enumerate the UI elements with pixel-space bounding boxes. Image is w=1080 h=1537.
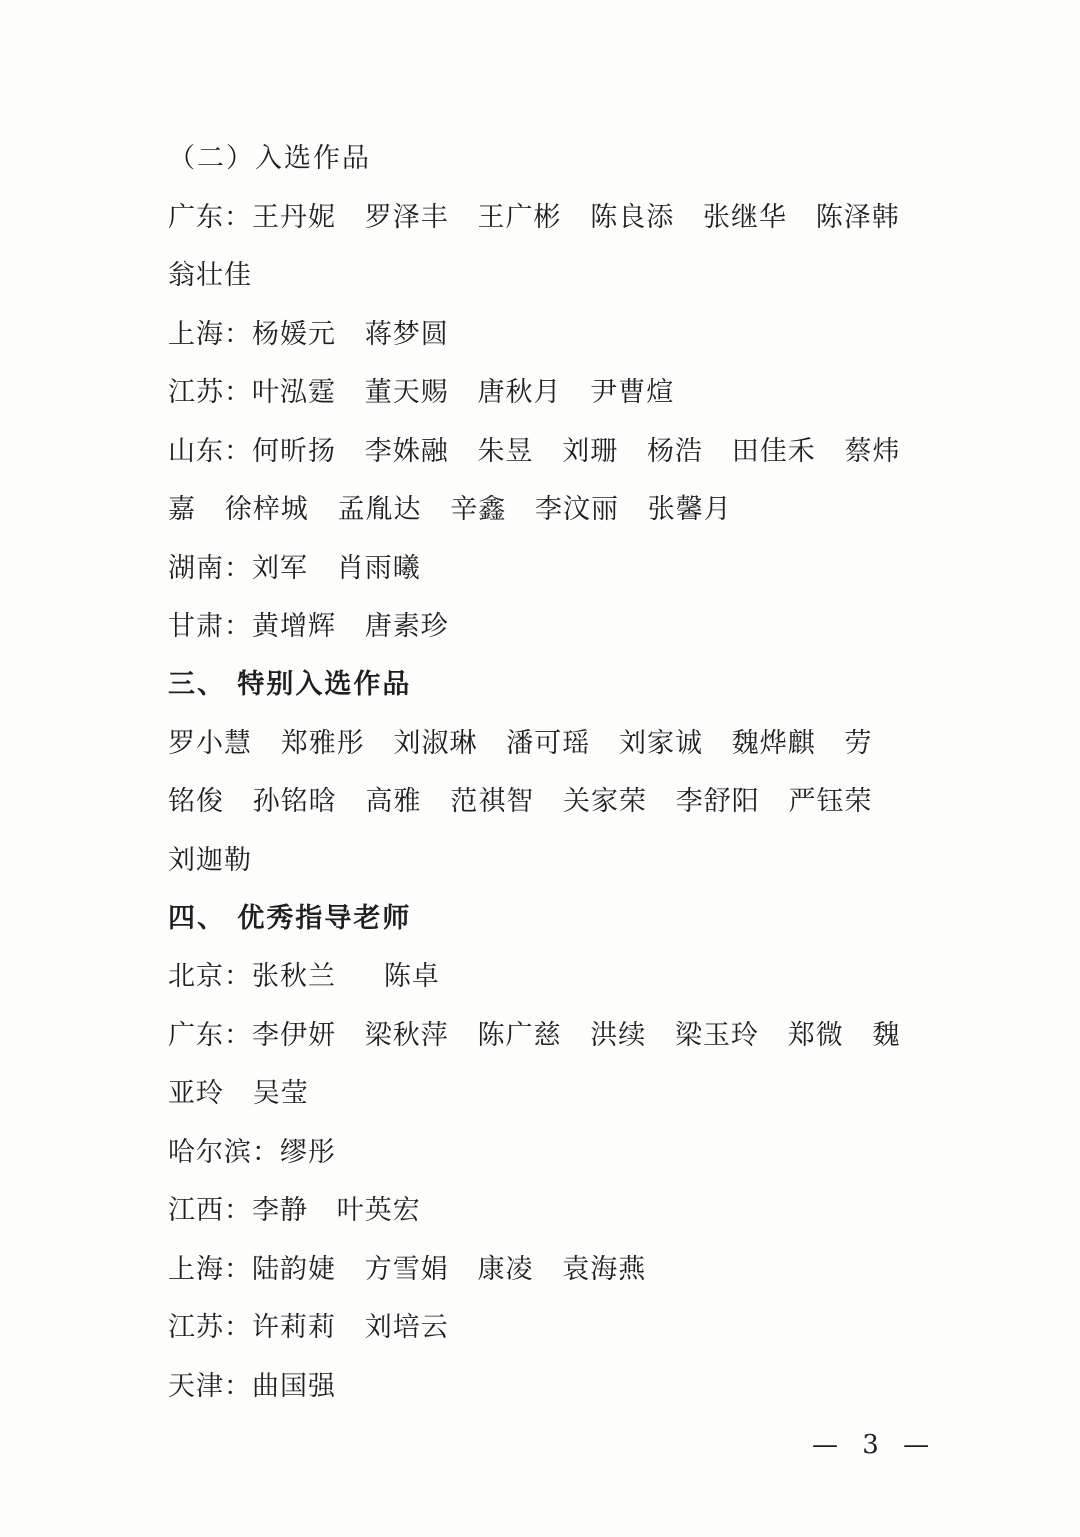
list-line-hunan: 湖南：刘军 肖雨曦 — [168, 553, 421, 584]
list-line-gansu: 甘肃：黄增辉 唐素珍 — [168, 611, 449, 642]
list-line-guangdong-cont: 翁壮佳 — [168, 260, 252, 291]
list-line-guangdong: 广东：王丹妮 罗泽丰 王广彬 陈良添 张继华 陈泽韩 — [168, 202, 900, 233]
list-line-shandong: 山东：何昕扬 李姝融 朱昱 刘珊 杨浩 田佳禾 蔡炜 — [168, 436, 901, 467]
section-heading-special-works: 三、 特别入选作品 — [168, 669, 412, 700]
list-line-tianjin: 天津：曲国强 — [168, 1371, 336, 1402]
list-line-harbin: 哈尔滨：缪彤 — [168, 1137, 336, 1168]
list-line-jiangsu-teachers: 江苏：许莉莉 刘培云 — [168, 1312, 449, 1343]
list-line-guangdong-teachers: 广东：李伊妍 梁秋萍 陈广慈 洪续 梁玉玲 郑微 魏 — [168, 1020, 901, 1051]
list-line-special-3: 刘迦勒 — [168, 845, 252, 876]
list-line-beijing: 北京：张秋兰 陈卓 — [168, 961, 440, 992]
list-line-shanghai: 上海：杨媛元 蒋梦圆 — [168, 319, 449, 350]
subsection-heading-selected-works: （二）入选作品 — [168, 143, 371, 174]
list-line-guangdong-teachers-cont: 亚玲 吴莹 — [168, 1078, 309, 1109]
list-line-special-2: 铭俊 孙铭晗 高雅 范祺智 关家荣 李舒阳 严钰荣 — [168, 786, 873, 817]
list-line-shanghai-teachers: 上海：陆韵婕 方雪娟 康凌 袁海燕 — [168, 1254, 647, 1285]
page-number: — 3 — — [812, 1430, 938, 1460]
list-line-special-1: 罗小慧 郑雅彤 刘淑琳 潘可瑶 刘家诚 魏烨麒 劳 — [168, 728, 873, 759]
section-heading-excellent-teachers: 四、 优秀指导老师 — [168, 903, 412, 934]
list-line-jiangxi: 江西：李静 叶英宏 — [168, 1195, 421, 1226]
list-line-jiangsu: 江苏：叶泓霆 董天赐 唐秋月 尹曹煊 — [168, 377, 675, 408]
list-line-shandong-cont: 嘉 徐梓城 孟胤达 辛鑫 李汶丽 张馨月 — [168, 494, 732, 525]
